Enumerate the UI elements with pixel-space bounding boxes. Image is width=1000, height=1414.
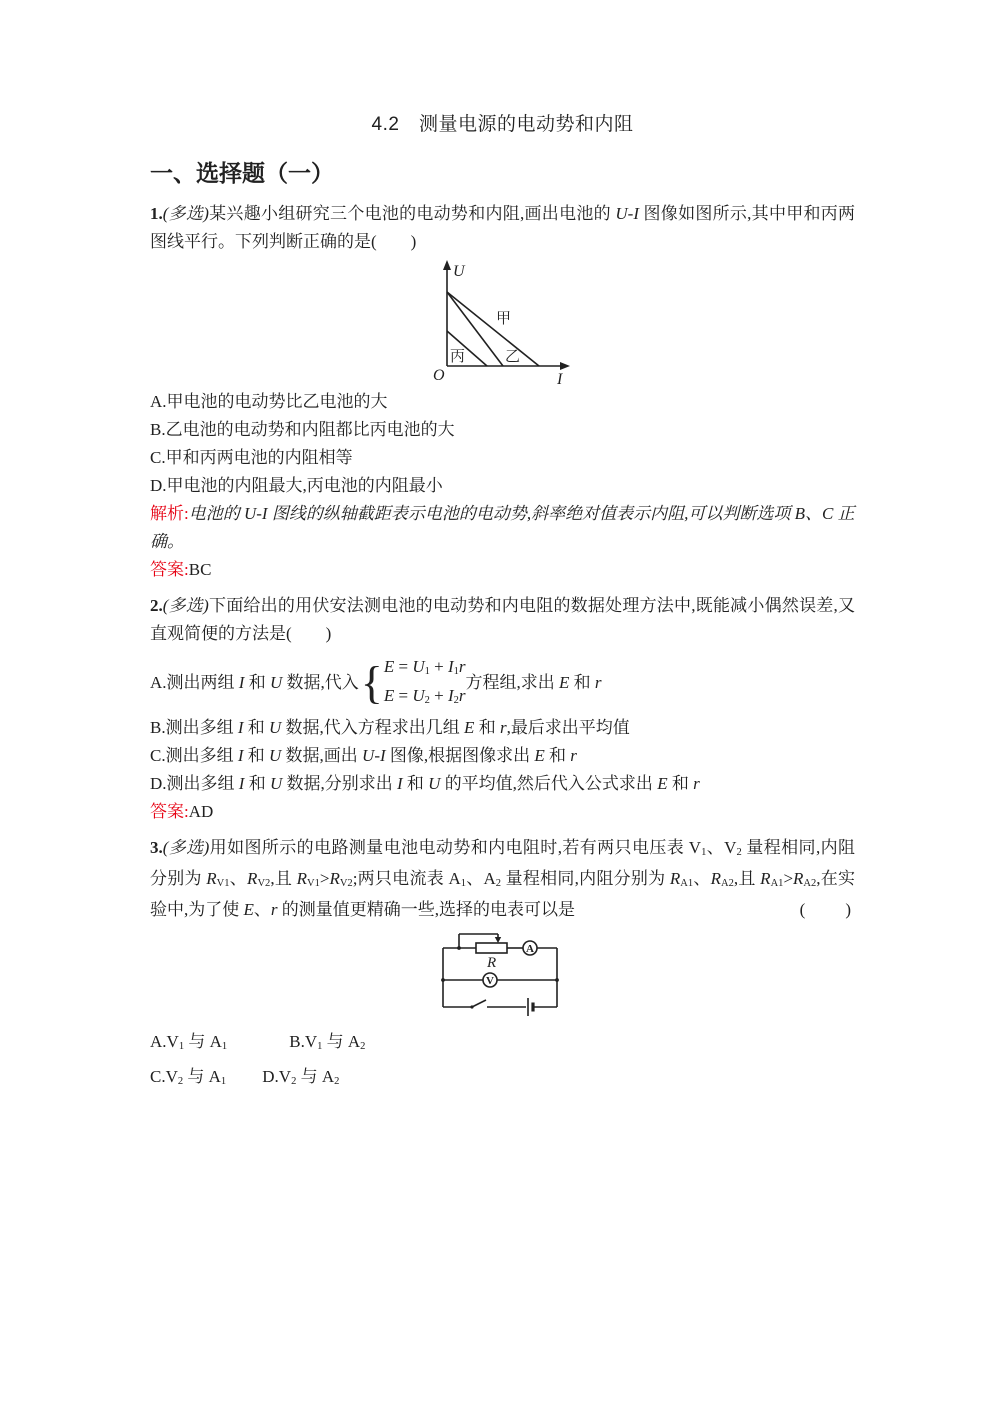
text-segment: 和 xyxy=(544,746,571,765)
q1-answer xyxy=(150,556,855,584)
text-segment: I xyxy=(447,686,454,705)
equation-system xyxy=(384,654,466,712)
text-segment: 与 A xyxy=(296,1067,335,1086)
text-segment: 量程相同,内阻分别为 xyxy=(150,838,856,888)
text-segment: E xyxy=(534,746,545,765)
text-segment: 1 xyxy=(317,1041,323,1053)
q3-option-d xyxy=(262,1067,339,1086)
q1-ui-graph-figure xyxy=(427,258,605,386)
text-segment: 和 xyxy=(243,718,270,737)
text-segment: I xyxy=(238,673,245,692)
text-segment: > xyxy=(319,869,330,888)
text-segment: 、V xyxy=(706,838,737,857)
text-segment: R xyxy=(669,869,681,888)
text-segment: 数据,画出 xyxy=(281,746,363,765)
text-segment: R xyxy=(710,869,722,888)
text-segment: ,最后求出平均值 xyxy=(506,718,630,737)
text-segment: 图像如图所示,其中甲和丙两图线平行。下列判断正确的是( ) xyxy=(150,204,856,251)
text-segment: r xyxy=(270,900,278,919)
q3-stem xyxy=(150,834,855,924)
text-segment: 和 xyxy=(667,774,694,793)
ammeter-label: A xyxy=(526,943,534,955)
text-segment: 电池的 xyxy=(188,504,244,523)
rheostat-label: R xyxy=(487,955,497,971)
equation-brace: { xyxy=(360,657,383,708)
q3-option-b xyxy=(289,1032,365,1051)
q3-answer-blank: ( ) xyxy=(799,900,853,919)
text-segment: 答案: xyxy=(150,560,189,579)
text-segment: ,在实验中,为了使 xyxy=(150,869,856,919)
text-segment: U xyxy=(269,718,282,737)
text-segment: U-I xyxy=(243,504,268,523)
q1-option-a xyxy=(150,388,855,416)
text-segment: ,且 xyxy=(733,869,761,888)
q2-option-a-pre xyxy=(150,670,359,696)
text-segment: B.V xyxy=(289,1032,318,1051)
text-segment: A2 xyxy=(721,878,734,890)
text-segment: 用如图所示的电路测量电池电动势和内电阻时,若有两只电压表 V xyxy=(209,838,702,857)
text-segment: I xyxy=(238,774,245,793)
text-segment: 2 xyxy=(291,1076,297,1088)
text-segment: 1 xyxy=(460,878,466,890)
text-segment: B.测出多组 xyxy=(150,718,238,737)
text-segment: 、 xyxy=(253,900,271,919)
text-segment: r xyxy=(458,686,466,705)
x-axis-label: I xyxy=(557,371,563,386)
q3-circuit-figure xyxy=(440,929,564,1019)
q2-option-a xyxy=(150,652,855,714)
text-segment: r xyxy=(499,718,507,737)
text-segment: r xyxy=(693,774,700,793)
text-segment: U xyxy=(412,657,425,676)
q3-stem-text xyxy=(150,838,855,919)
text-segment: 数据,代入 xyxy=(282,673,359,692)
text-segment: BC xyxy=(188,560,212,579)
voltmeter-label: V xyxy=(486,975,494,987)
text-segment: 某兴趣小组研究三个电池的电动势和内阻,画出电池的 xyxy=(208,204,616,223)
ui-graph xyxy=(427,258,605,386)
text-segment: 和 xyxy=(569,673,595,692)
text-segment: I xyxy=(396,774,403,793)
q3-options-row-2 xyxy=(150,1062,855,1095)
origin-label: O xyxy=(433,367,445,384)
text-segment: 数据,分别求出 xyxy=(282,774,397,793)
slider-arrow-icon xyxy=(495,937,501,943)
text-segment: 与 A xyxy=(184,1032,222,1051)
text-segment: C.测出多组 xyxy=(150,746,238,765)
text-segment: I xyxy=(237,746,244,765)
text-segment: 2. xyxy=(150,596,163,615)
text-segment: 1. xyxy=(150,204,163,223)
text-segment: 图线的纵轴截距表示电池的电动势,斜率绝对值表示内阻,可以判断选项 B、C 正确。 xyxy=(150,504,855,551)
text-segment: D.测出多组 xyxy=(150,774,239,793)
text-segment: A.测出两组 xyxy=(150,673,239,692)
junction-dot xyxy=(555,978,559,982)
text-segment: 2 xyxy=(424,695,430,707)
text-segment: > xyxy=(783,869,794,888)
text-segment: D.V xyxy=(262,1067,292,1086)
text-segment: A.甲电池的电动势比乙电池的大 xyxy=(150,392,388,411)
text-segment: 1 xyxy=(221,1041,228,1053)
text-segment: E xyxy=(657,774,668,793)
text-segment: (多选) xyxy=(162,204,209,223)
curve-label-jia: 甲 xyxy=(496,311,512,327)
text-segment: 1 xyxy=(453,666,459,678)
text-segment: 的测量值更精确一些,选择的电表可以是 xyxy=(277,900,576,919)
q2-answer xyxy=(150,798,855,826)
y-axis-arrow-icon xyxy=(443,260,451,270)
text-segment: 2 xyxy=(453,695,459,707)
rheostat-icon xyxy=(476,943,507,953)
text-segment: 和 xyxy=(244,774,270,793)
text-segment: (多选) xyxy=(162,596,209,615)
page-title: 4.2 测量电源的电动势和内阻 xyxy=(371,114,634,135)
text-segment: r xyxy=(570,746,577,765)
text-segment: 2 xyxy=(495,878,502,890)
curve-label-yi: 乙 xyxy=(505,349,521,365)
q1-option-c xyxy=(150,444,855,472)
text-segment: 和 xyxy=(244,673,270,692)
text-segment: 1 xyxy=(220,1076,227,1088)
text-segment: A.V xyxy=(150,1032,179,1051)
q2-option-b xyxy=(150,714,855,742)
text-segment: 3. xyxy=(150,838,163,857)
q1-stem xyxy=(150,200,855,256)
text-segment: 、A xyxy=(466,869,496,888)
switch-blade-icon xyxy=(472,1000,486,1007)
text-segment: A2 xyxy=(803,878,817,890)
text-segment: ,且 xyxy=(270,869,297,888)
text-segment: R xyxy=(793,869,804,888)
q3-option-c xyxy=(150,1062,258,1095)
text-segment: 的平均值,然后代入公式求出 xyxy=(440,774,658,793)
text-segment: V1 xyxy=(216,878,230,890)
text-segment: V1 xyxy=(306,878,320,890)
text-segment: 数据,代入方程求出几组 xyxy=(281,718,465,737)
text-segment: 2 xyxy=(736,847,742,859)
text-segment: 2 xyxy=(177,1076,184,1088)
circuit-diagram xyxy=(440,929,564,1019)
text-segment: 与 A xyxy=(183,1067,221,1086)
junction-dot xyxy=(441,978,445,982)
text-segment: r xyxy=(594,673,602,692)
text-segment: 和 xyxy=(243,746,270,765)
text-segment: D.甲电池的内阻最大,丙电池的内阻最小 xyxy=(150,476,443,495)
text-segment: r xyxy=(458,657,466,676)
q1-analysis xyxy=(150,500,855,556)
text-segment: 答案: xyxy=(150,802,189,821)
text-segment: = xyxy=(394,686,413,705)
x-axis-arrow-icon xyxy=(560,362,570,370)
q3-options-row-1 xyxy=(150,1027,855,1060)
text-segment: E xyxy=(464,718,475,737)
y-axis-label: U xyxy=(453,263,465,280)
text-segment: U xyxy=(269,746,282,765)
text-segment: 1 xyxy=(178,1041,185,1053)
text-segment: I xyxy=(447,657,454,676)
junction-dot xyxy=(457,946,461,950)
text-segment: 解析: xyxy=(150,504,189,523)
equation-1 xyxy=(384,654,466,683)
q1-option-b xyxy=(150,416,855,444)
q2-option-a-post xyxy=(466,670,602,696)
text-segment: R xyxy=(329,869,340,888)
text-segment: I xyxy=(237,718,244,737)
q2-stem xyxy=(150,592,855,648)
text-segment: 1 xyxy=(701,847,707,859)
switch-pivot-dot xyxy=(470,1005,473,1008)
q3-option-a xyxy=(150,1027,285,1060)
text-segment: R xyxy=(296,869,307,888)
text-segment: E xyxy=(383,686,395,705)
text-segment: = xyxy=(394,657,413,676)
equation-2 xyxy=(384,683,466,712)
text-segment: U xyxy=(412,686,425,705)
text-segment: ;两只电流表 A xyxy=(352,869,461,888)
text-segment: AD xyxy=(188,802,214,821)
text-segment: U-I xyxy=(615,204,640,223)
text-segment: 和 xyxy=(402,774,429,793)
text-segment: C.甲和丙两电池的内阻相等 xyxy=(150,448,353,467)
text-segment: (多选) xyxy=(162,838,210,857)
text-segment: A1 xyxy=(770,878,784,890)
q1-option-d xyxy=(150,472,855,500)
text-segment: 1 xyxy=(424,666,430,678)
text-segment: 下面给出的用伏安法测电池的电动势和内电阻的数据处理方法中,既能减小偶然误差,又直观简便的方法是( ) xyxy=(150,596,855,643)
text-segment: U-I xyxy=(362,746,386,765)
text-segment: V2 xyxy=(339,878,353,890)
text-segment: R xyxy=(206,869,217,888)
text-segment: C.V xyxy=(150,1067,178,1086)
text-segment: E xyxy=(383,657,395,676)
text-segment: 2 xyxy=(334,1076,340,1088)
text-segment: 与 A xyxy=(322,1032,361,1051)
text-segment: R xyxy=(760,869,771,888)
text-segment: 图像,根据图像求出 xyxy=(385,746,535,765)
text-segment: U xyxy=(428,774,441,793)
text-segment: + xyxy=(429,657,448,676)
text-segment: 量程相同,内阻分别为 xyxy=(501,869,670,888)
curve-label-bing: 丙 xyxy=(450,349,466,365)
text-segment: 2 xyxy=(360,1041,366,1053)
text-segment: + xyxy=(429,686,448,705)
text-segment: 和 xyxy=(474,718,500,737)
q2-option-d xyxy=(150,770,855,798)
text-segment: R xyxy=(247,869,258,888)
text-segment: 方程组,求出 xyxy=(465,673,560,692)
text-segment: 、 xyxy=(693,869,711,888)
text-segment: E xyxy=(559,673,570,692)
section-heading: 一、选择题（一） xyxy=(150,161,334,186)
text-segment: U xyxy=(269,774,283,793)
text-segment: 、 xyxy=(229,869,248,888)
text-segment: B.乙电池的电动势和内阻都比丙电池的大 xyxy=(150,420,455,439)
text-segment: A1 xyxy=(680,878,694,890)
text-segment: U xyxy=(269,673,283,692)
text-segment: V2 xyxy=(257,878,271,890)
q2-option-c xyxy=(150,742,855,770)
text-segment: E xyxy=(243,900,254,919)
